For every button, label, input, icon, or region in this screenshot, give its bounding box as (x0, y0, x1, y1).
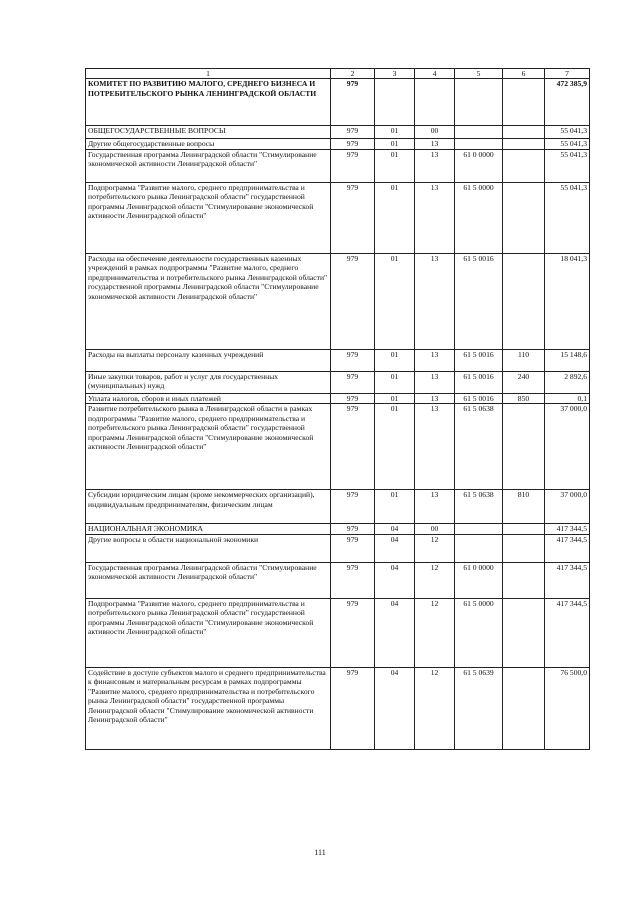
row-grbs-code: 979 (331, 349, 375, 371)
row-expense-type: 810 (503, 490, 545, 524)
row-target-article: 61 0 0000 (455, 562, 503, 598)
table-row (86, 490, 590, 524)
row-section-code: 01 (375, 404, 415, 490)
row-target-article: 61 5 0000 (455, 182, 503, 253)
table-header-row (86, 69, 590, 79)
row-section-code: 04 (375, 598, 415, 667)
table-row (86, 562, 590, 598)
row-grbs-code: 979 (331, 393, 375, 403)
row-description: Субсидии юридическим лицам (кроме некоммерческих организаций), индивидуальным предпринимателям, физическим лицам (86, 490, 331, 524)
table-row (86, 182, 590, 253)
row-grbs-code: 979 (331, 490, 375, 524)
row-subsection-code: 00 (415, 126, 455, 139)
row-grbs-code: 979 (331, 79, 375, 126)
row-section-code: 04 (375, 524, 415, 534)
row-expense-type (503, 598, 545, 667)
budget-table (85, 68, 590, 750)
row-amount: 2 892,6 (545, 371, 590, 393)
row-expense-type (503, 79, 545, 126)
table-row (86, 79, 590, 126)
row-amount: 417 344,5 (545, 534, 590, 562)
row-expense-type (503, 404, 545, 490)
row-amount: 472 385,9 (545, 79, 590, 126)
row-target-article: 61 5 0638 (455, 404, 503, 490)
row-expense-type (503, 534, 545, 562)
row-subsection-code: 13 (415, 404, 455, 490)
row-amount: 417 344,5 (545, 524, 590, 534)
row-description: Содействие в доступе субъектов малого и среднего предпринимательства к финансовым и материальным ресурсам в рамках подпрограммы "Развитие малого, среднего предпринимательства и потребительского рынка Ленинградской области" государственной программы Ленинградской области "Стимулирование экономической активности Ленинградской области" (86, 667, 331, 749)
row-expense-type: 110 (503, 349, 545, 371)
column-header: 1 (86, 69, 331, 79)
row-expense-type (503, 562, 545, 598)
row-grbs-code: 979 (331, 598, 375, 667)
row-target-article: 61 5 0016 (455, 371, 503, 393)
row-target-article: 61 5 0639 (455, 667, 503, 749)
row-target-article (455, 79, 503, 126)
row-expense-type (503, 126, 545, 139)
column-header: 2 (331, 69, 375, 79)
row-description: Подпрограмма "Развитие малого, среднего предпринимательства и потребительского рынка Ленинградской области" государственной программы Ленинградской области "Стимулирование экономической активности Ленинградской области" (86, 598, 331, 667)
row-subsection-code: 13 (415, 182, 455, 253)
row-subsection-code: 13 (415, 371, 455, 393)
row-section-code: 01 (375, 126, 415, 139)
row-amount: 15 148,6 (545, 349, 590, 371)
row-section-code: 04 (375, 667, 415, 749)
row-subsection-code: 13 (415, 253, 455, 349)
row-grbs-code: 979 (331, 371, 375, 393)
table-row (86, 598, 590, 667)
column-header: 3 (375, 69, 415, 79)
row-grbs-code: 979 (331, 126, 375, 139)
row-expense-type (503, 139, 545, 149)
column-header: 7 (545, 69, 590, 79)
row-subsection-code: 13 (415, 349, 455, 371)
row-description: Расходы на выплаты персоналу казенных учреждений (86, 349, 331, 371)
table-row (86, 524, 590, 534)
table-row (86, 253, 590, 349)
row-grbs-code: 979 (331, 139, 375, 149)
row-description: ОБЩЕГОСУДАРСТВЕННЫЕ ВОПРОСЫ (86, 126, 331, 139)
row-amount: 37 000,0 (545, 404, 590, 490)
row-amount: 417 344,5 (545, 598, 590, 667)
table-row (86, 534, 590, 562)
row-grbs-code: 979 (331, 524, 375, 534)
row-subsection-code: 12 (415, 562, 455, 598)
row-subsection-code: 13 (415, 393, 455, 403)
row-expense-type (503, 182, 545, 253)
table-row (86, 139, 590, 149)
row-target-article (455, 534, 503, 562)
row-amount: 0,1 (545, 393, 590, 403)
row-expense-type (503, 253, 545, 349)
row-grbs-code: 979 (331, 149, 375, 182)
row-expense-type (503, 524, 545, 534)
row-grbs-code: 979 (331, 182, 375, 253)
row-description: Государственная программа Ленинградской области "Стимулирование экономической активности Ленинградской области" (86, 149, 331, 182)
row-target-article: 61 5 0000 (455, 598, 503, 667)
row-subsection-code: 12 (415, 534, 455, 562)
row-section-code: 01 (375, 253, 415, 349)
row-expense-type: 850 (503, 393, 545, 403)
row-section-code: 01 (375, 490, 415, 524)
row-grbs-code: 979 (331, 534, 375, 562)
row-target-article: 61 5 0016 (455, 349, 503, 371)
row-target-article: 61 5 0638 (455, 490, 503, 524)
row-target-article: 61 0 0000 (455, 149, 503, 182)
column-header: 6 (503, 69, 545, 79)
row-section-code: 01 (375, 393, 415, 403)
table-row (86, 393, 590, 403)
row-description: Подпрограмма "Развитие малого, среднего предпринимательства и потребительского рынка Ленинградской области" государственной программы Ленинградской области "Стимулирование экономической активности Ленинградской области" (86, 182, 331, 253)
table-row (86, 371, 590, 393)
row-section-code: 04 (375, 534, 415, 562)
row-grbs-code: 979 (331, 667, 375, 749)
row-section-code: 01 (375, 139, 415, 149)
row-amount: 55 041,3 (545, 126, 590, 139)
table-row (86, 126, 590, 139)
row-target-article: 61 5 0016 (455, 393, 503, 403)
row-description: Уплата налогов, сборов и иных платежей (86, 393, 331, 403)
row-grbs-code: 979 (331, 404, 375, 490)
row-expense-type: 240 (503, 371, 545, 393)
row-amount: 417 344,5 (545, 562, 590, 598)
row-subsection-code (415, 79, 455, 126)
row-subsection-code: 13 (415, 149, 455, 182)
row-target-article (455, 139, 503, 149)
row-amount: 55 041,3 (545, 182, 590, 253)
row-target-article (455, 524, 503, 534)
row-amount: 18 041,3 (545, 253, 590, 349)
row-grbs-code: 979 (331, 562, 375, 598)
row-subsection-code: 12 (415, 598, 455, 667)
table-row (86, 149, 590, 182)
row-subsection-code: 00 (415, 524, 455, 534)
column-header: 5 (455, 69, 503, 79)
row-description: КОМИТЕТ ПО РАЗВИТИЮ МАЛОГО, СРЕДНЕГО БИЗНЕСА И ПОТРЕБИТЕЛЬСКОГО РЫНКА ЛЕНИНГРАДСКОЙ ОБЛАСТИ (86, 79, 331, 126)
row-subsection-code: 12 (415, 667, 455, 749)
row-section-code: 04 (375, 562, 415, 598)
row-amount: 37 000,0 (545, 490, 590, 524)
row-grbs-code: 979 (331, 253, 375, 349)
page-number: 111 (314, 848, 326, 857)
row-description: НАЦИОНАЛЬНАЯ ЭКОНОМИКА (86, 524, 331, 534)
row-amount: 55 041,3 (545, 139, 590, 149)
row-description: Государственная программа Ленинградской области "Стимулирование экономической активности Ленинградской области" (86, 562, 331, 598)
row-subsection-code: 13 (415, 490, 455, 524)
row-description: Другие вопросы в области национальной экономики (86, 534, 331, 562)
row-amount: 76 500,0 (545, 667, 590, 749)
row-section-code: 01 (375, 349, 415, 371)
row-section-code: 01 (375, 149, 415, 182)
row-target-article: 61 5 0016 (455, 253, 503, 349)
column-header: 4 (415, 69, 455, 79)
row-target-article (455, 126, 503, 139)
row-section-code: 01 (375, 182, 415, 253)
row-description: Расходы на обеспечение деятельности государственных казенных учреждений в рамках подпрограммы "Развитие малого, среднего предпринимательства и потребительского рынка Ленинградской области" государственной программы Ленинградской области "Стимулирование экономической активности Ленинградской области" (86, 253, 331, 349)
row-expense-type (503, 667, 545, 749)
table-row (86, 349, 590, 371)
row-section-code (375, 79, 415, 126)
row-section-code: 01 (375, 371, 415, 393)
row-description: Развитие потребительского рынка в Ленинградской области в рамках подпрограммы "Развитие малого, среднего предпринимательства и потребительского рынка Ленинградской области" государственной программы Ленинградской области "Стимулирование экономической активности Ленинградской области" (86, 404, 331, 490)
table-row (86, 667, 590, 749)
row-subsection-code: 13 (415, 139, 455, 149)
row-description: Иные закупки товаров, работ и услуг для государственных (муниципальных) нужд (86, 371, 331, 393)
row-expense-type (503, 149, 545, 182)
row-amount: 55 041,3 (545, 149, 590, 182)
table-row (86, 404, 590, 490)
row-description: Другие общегосударственные вопросы (86, 139, 331, 149)
